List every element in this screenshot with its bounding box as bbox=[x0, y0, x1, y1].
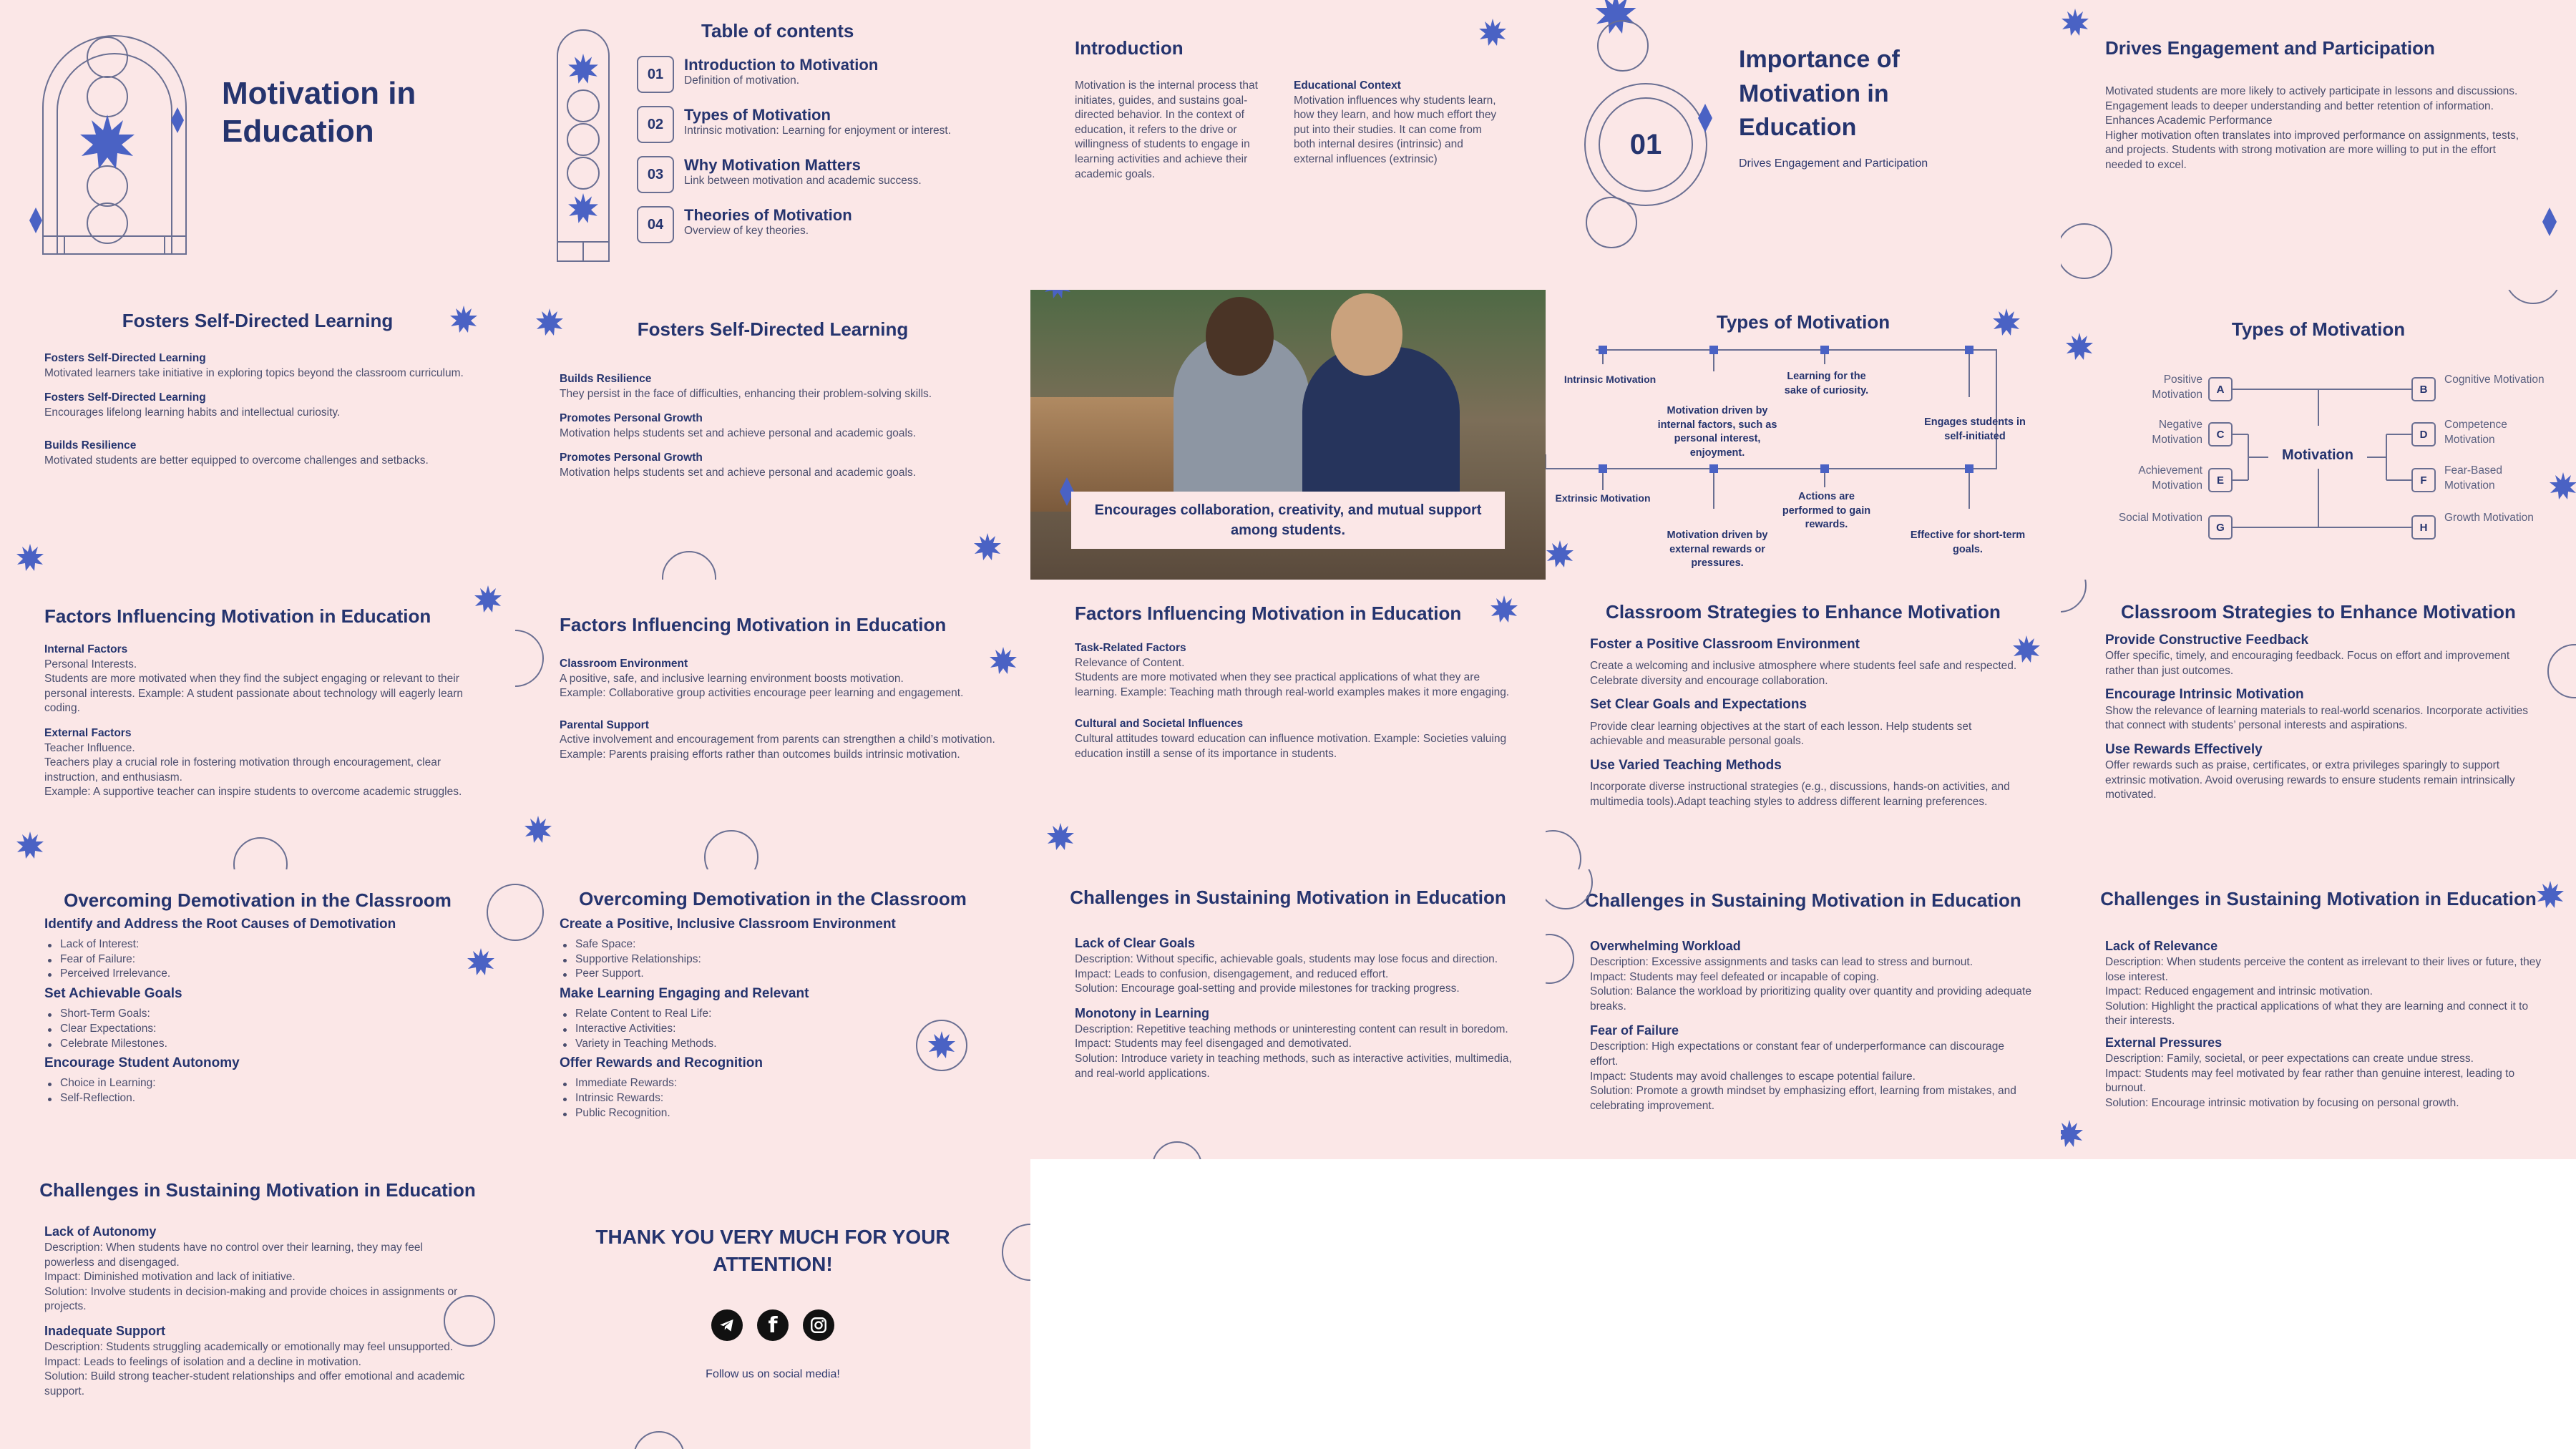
curiosity-label: Learning for the sake of curiosity. bbox=[1784, 371, 1869, 396]
star-icon bbox=[535, 308, 564, 337]
thank-you-title: THANK YOU VERY MUCH FOR YOUR ATTENTION! bbox=[595, 1226, 950, 1275]
block-text: Description: Family, societal, or peer expectations can create undue stress. bbox=[2105, 1052, 2474, 1065]
list-item: Choice in Learning: bbox=[44, 1076, 474, 1091]
text-line: Higher motivation often translates into improved performance on assignments, tests, and projects. Students with strong motivation are more willing to put in the effort needed to excel. bbox=[2105, 129, 2519, 172]
toc-item-desc: Definition of motivation. bbox=[684, 74, 800, 87]
block-heading: Use Varied Teaching Methods bbox=[1590, 757, 1782, 773]
block-heading: Fear of Failure bbox=[1590, 1023, 1679, 1038]
toc-item[interactable] bbox=[637, 56, 1023, 93]
slide-title: Overcoming Demotivation in the Classroom bbox=[579, 888, 967, 909]
block-text: Students are more motivated when they see practical applications of what they are learning. Example: Teaching math through real-world examples makes it more engaging. bbox=[1075, 671, 1510, 698]
circle-decoration bbox=[2504, 290, 2562, 304]
group-heading: Create a Positive, Inclusive Classroom Environment bbox=[560, 917, 896, 932]
slide-title: Overcoming Demotivation in the Classroom bbox=[64, 889, 452, 911]
block-text: Encourages lifelong learning habits and intellectual curiosity. bbox=[44, 406, 341, 419]
motivation-key-box: C bbox=[2208, 422, 2233, 447]
motivation-label: Cognitive Motivation bbox=[2444, 374, 2545, 386]
block-text: Description: Without specific, achievable goals, students may lose focus and direction. bbox=[1075, 952, 1498, 965]
list-item: Interactive Activities: bbox=[560, 1022, 989, 1037]
slide-title: Drives Engagement and Participation bbox=[2105, 37, 2435, 59]
circle-decoration bbox=[2061, 223, 2112, 279]
toc-item-title: Types of Motivation bbox=[684, 106, 831, 124]
block-text: Impact: Reduced engagement and intrinsic motivation. bbox=[2105, 985, 2373, 998]
motivation-key-box: E bbox=[2208, 468, 2233, 492]
engagement-text bbox=[2105, 84, 2520, 173]
block-text: Description: When students perceive the content as irrelevant to their lives or future, they lose interest. bbox=[2105, 955, 2542, 983]
list-item: Clear Expectations: bbox=[44, 1022, 474, 1037]
self-initiated-label: Engages students in self-initiated bbox=[1924, 416, 2026, 442]
group-heading: Offer Rewards and Recognition bbox=[560, 1055, 763, 1071]
bullet-list bbox=[44, 937, 474, 982]
motivation-key-box: H bbox=[2411, 515, 2436, 540]
factors-content bbox=[44, 643, 481, 800]
slide-title: Challenges in Sustaining Motivation in Education bbox=[1070, 887, 1506, 908]
content-blocks bbox=[44, 351, 474, 469]
list-item: Perceived Irrelevance. bbox=[44, 967, 474, 982]
block-text: Teachers play a crucial role in fostering motivation through encouragement, clear instruction, and enthusiasm. bbox=[44, 756, 441, 784]
challenges-content bbox=[2105, 938, 2542, 1111]
motivation-key-box: G bbox=[2208, 515, 2233, 540]
slide-types-grid bbox=[2061, 290, 2576, 580]
block-text: Impact: Leads to feelings of isolation and a decline in motivation. bbox=[44, 1355, 361, 1368]
group-heading: Identify and Address the Root Causes of Demotivation bbox=[44, 917, 396, 932]
toc-number: 03 bbox=[637, 156, 674, 193]
block-text: Example: Parents praising efforts rather than outcomes builds intrinsic motivation. bbox=[560, 748, 960, 761]
pillar-decoration bbox=[555, 29, 612, 265]
star-icon bbox=[449, 306, 478, 334]
circle-decoration bbox=[233, 837, 288, 869]
circle-decoration bbox=[1597, 20, 1649, 72]
slide-factors-1 bbox=[0, 580, 515, 869]
slide-challenges-3 bbox=[2061, 869, 2576, 1159]
intrinsic-label: Intrinsic Motivation bbox=[1563, 374, 1657, 385]
star-icon bbox=[2536, 881, 2565, 909]
list-item: Self-Reflection. bbox=[44, 1091, 474, 1106]
toc-item-title: Introduction to Motivation bbox=[684, 56, 879, 74]
photo-caption: Encourages collaboration, creativity, and mutual support among students. bbox=[1071, 492, 1505, 549]
slide-photo bbox=[1030, 290, 1546, 580]
toc-item-title: Theories of Motivation bbox=[684, 206, 852, 224]
block-text: Students are more motivated when they find the subject engaging or relevant to their personal interests. Example: A student passionate about technology will eagerly learn coding. bbox=[44, 673, 464, 715]
slide-title: Fosters Self-Directed Learning bbox=[637, 318, 909, 340]
block-heading: External Pressures bbox=[2105, 1035, 2223, 1050]
slide-title bbox=[0, 0, 515, 290]
block-text: Active involvement and encouragement from parents can strengthen a child’s motivation. bbox=[560, 733, 995, 746]
intro-text: Motivation is the internal process that initiates, guides, and sustains goal-directed behavior. In the context of education, it refers to the drive or willingness of students to engage in learning activities and achieve their academic goals. bbox=[1075, 79, 1258, 180]
list-item: Supportive Relationships: bbox=[560, 952, 989, 967]
diamond-icon bbox=[1696, 104, 1714, 132]
block-text: Show the relevance of learning materials to real-world scenarios. Incorporate activities that connect with students’ personal interests and aspirations. bbox=[2105, 704, 2529, 732]
educational-context-text: Motivation influences why students learn, how they learn, and how much effort they put into their studies. It can come from both internal desires (intrinsic) and external influences (extrinsic) bbox=[1294, 94, 1497, 166]
group-heading: Set Achievable Goals bbox=[44, 986, 182, 1002]
block-text: Example: A supportive teacher can inspire students to overcome academic struggles. bbox=[44, 786, 462, 799]
motivation-label: Competence Motivation bbox=[2444, 419, 2507, 446]
circle-decoration bbox=[515, 630, 544, 687]
block-text: Solution: Introduce variety in teaching methods, such as interactive activities, multimedia, and real-world applications. bbox=[1075, 1052, 1512, 1080]
block-text: Teacher Influence. bbox=[44, 741, 135, 754]
block-heading: Lack of Autonomy bbox=[44, 1224, 157, 1239]
slide-challenges-4 bbox=[0, 1159, 515, 1449]
slide-importance bbox=[1546, 0, 2061, 290]
intrinsic-desc: Motivation driven by internal factors, such as personal interest, enjoyment. bbox=[1657, 405, 1777, 459]
educational-context-title: Educational Context bbox=[1294, 79, 1401, 92]
block-heading: Cultural and Societal Influences bbox=[1075, 718, 1244, 731]
slide-title: Challenges in Sustaining Motivation in Education bbox=[39, 1179, 476, 1201]
block-text: Example: Collaborative group activities encourage peer learning and engagement. bbox=[560, 687, 964, 700]
demotivation-content bbox=[560, 915, 989, 1121]
rewards-label: Actions are performed to gain rewards. bbox=[1782, 491, 1871, 531]
circle-decoration bbox=[1546, 830, 1581, 869]
star-icon bbox=[16, 831, 44, 860]
slide-title: Fosters Self-Directed Learning bbox=[122, 310, 394, 331]
block-text: Motivated students are better equipped to overcome challenges and setbacks. bbox=[44, 454, 429, 467]
toc-title: Table of contents bbox=[701, 20, 854, 42]
block-heading: Internal Factors bbox=[44, 643, 128, 655]
list-item: Fear of Failure: bbox=[44, 952, 474, 967]
motivation-label: Negative Motivation bbox=[2152, 419, 2202, 446]
motivation-label: Fear-Based Motivation bbox=[2444, 464, 2502, 492]
circle-decoration bbox=[1586, 197, 1637, 248]
factors-content bbox=[1075, 641, 1518, 761]
block-text: Personal Interests. bbox=[44, 658, 137, 670]
slide-title: Factors Influencing Motivation in Education bbox=[560, 614, 947, 635]
list-item: Safe Space: bbox=[560, 937, 989, 952]
toc-item[interactable] bbox=[637, 206, 1023, 243]
star-icon bbox=[1043, 290, 1072, 300]
star-icon bbox=[973, 533, 1002, 562]
group-heading: Make Learning Engaging and Relevant bbox=[560, 986, 809, 1002]
slide-strategies-1 bbox=[1546, 580, 2061, 869]
extrinsic-label: Extrinsic Motivation bbox=[1555, 492, 1651, 504]
telegram-icon[interactable] bbox=[711, 1309, 743, 1341]
instagram-icon[interactable] bbox=[803, 1309, 834, 1341]
block-heading: Encourage Intrinsic Motivation bbox=[2105, 687, 2304, 703]
star-icon bbox=[2549, 472, 2576, 501]
block-text: Provide clear learning objectives at the start of each lesson. Help students set achievable and measurable personal goals. bbox=[1590, 720, 1972, 748]
content-blocks bbox=[560, 372, 1003, 481]
star-icon bbox=[1478, 19, 1507, 47]
star-icon bbox=[1546, 540, 1574, 569]
slide-introduction bbox=[1030, 0, 1546, 290]
circle-decoration bbox=[1152, 1141, 1202, 1159]
block-heading: Task-Related Factors bbox=[1075, 642, 1186, 654]
block-heading: Inadequate Support bbox=[44, 1323, 166, 1338]
slide-title: Classroom Strategies to Enhance Motivation bbox=[2121, 601, 2516, 623]
circle-decoration bbox=[704, 830, 758, 869]
text-line: Enhances Academic Performance bbox=[2105, 114, 2273, 127]
block-text: Relevance of Content. bbox=[1075, 656, 1185, 669]
block-text: Impact: Students may feel defeated or incapable of coping. bbox=[1590, 970, 1880, 983]
block-heading: Classroom Environment bbox=[560, 658, 688, 670]
star-icon bbox=[524, 816, 552, 844]
block-heading: Promotes Personal Growth bbox=[560, 452, 703, 464]
block-heading: Overwhelming Workload bbox=[1590, 939, 1741, 953]
list-item: Intrinsic Rewards: bbox=[560, 1091, 989, 1106]
block-heading: Lack of Clear Goals bbox=[1075, 936, 1196, 950]
block-heading: Use Rewards Effectively bbox=[2105, 741, 2263, 757]
diamond-icon bbox=[27, 208, 44, 233]
star-icon bbox=[1992, 308, 2021, 337]
block-text: Solution: Build strong teacher-student relationships and offer emotional and academic support. bbox=[44, 1370, 465, 1397]
list-item: Variety in Teaching Methods. bbox=[560, 1037, 989, 1052]
block-heading: Parental Support bbox=[560, 718, 649, 731]
star-icon bbox=[2065, 333, 2094, 361]
toc-item-desc: Link between motivation and academic success. bbox=[684, 175, 922, 187]
star-icon bbox=[1046, 823, 1075, 852]
toc-number: 04 bbox=[637, 206, 674, 243]
bullet-list bbox=[560, 937, 989, 982]
block-text: Solution: Encourage intrinsic motivation by focusing on personal growth. bbox=[2105, 1096, 2459, 1109]
block-heading: Promotes Personal Growth bbox=[560, 412, 703, 425]
slide-factors-3 bbox=[1030, 580, 1546, 869]
circle-decoration bbox=[2547, 644, 2576, 698]
star-icon bbox=[2061, 9, 2089, 37]
toc-item-title: Why Motivation Matters bbox=[684, 156, 861, 174]
list-item: Peer Support. bbox=[560, 967, 989, 982]
slide-self-directed-2 bbox=[515, 290, 1030, 580]
block-heading: Fosters Self-Directed Learning bbox=[44, 352, 206, 364]
block-text: Solution: Promote a growth mindset by emphasizing effort, learning from mistakes, and celebrating improvement. bbox=[1590, 1085, 2016, 1112]
block-heading: Monotony in Learning bbox=[1075, 1005, 1209, 1020]
block-text: Motivated learners take initiative in exploring topics beyond the classroom curriculum. bbox=[44, 366, 464, 379]
block-text: Description: Repetitive teaching methods or uninteresting content can result in boredom. bbox=[1075, 1023, 1508, 1035]
block-text: Incorporate diverse instructional strategies (e.g., discussions, hands-on activities, and multimedia tools).Adapt teaching styles to address different learning preferences. bbox=[1590, 781, 2010, 808]
toc-item-desc: Overview of key theories. bbox=[684, 225, 809, 237]
diamond-icon bbox=[169, 107, 186, 133]
block-text: Description: Excessive assignments and tasks can lead to stress and burnout. bbox=[1590, 955, 1974, 968]
motivation-key-box: F bbox=[2411, 468, 2436, 492]
group-heading: Encourage Student Autonomy bbox=[44, 1055, 240, 1071]
bullet-list bbox=[44, 1007, 474, 1051]
slide-title: Types of Motivation bbox=[2231, 318, 2406, 340]
factors-content bbox=[560, 657, 1003, 763]
block-heading: External Factors bbox=[44, 727, 132, 740]
slide-demotivation-2 bbox=[515, 869, 1030, 1159]
slide-table-of-contents bbox=[515, 0, 1030, 290]
slide-engagement bbox=[2061, 0, 2576, 290]
slide-types-diagram bbox=[1546, 290, 2061, 580]
list-item: Relate Content to Real Life: bbox=[560, 1007, 989, 1022]
motivation-key-box: D bbox=[2411, 422, 2436, 447]
challenges-content bbox=[1075, 935, 1518, 1081]
list-item: Public Recognition. bbox=[560, 1106, 989, 1121]
short-term-label: Effective for short-term goals. bbox=[1910, 530, 2026, 555]
strategies-content bbox=[1590, 635, 2019, 809]
section-title: Importance of Motivation in Education bbox=[1739, 46, 1900, 142]
star-icon bbox=[474, 585, 502, 614]
block-text: Impact: Students may feel motivated by fear rather than genuine interest, leading to burnout. bbox=[2105, 1067, 2515, 1095]
toc-number: 01 bbox=[637, 56, 674, 93]
bullet-list bbox=[560, 1076, 989, 1121]
diamond-icon bbox=[2540, 208, 2559, 236]
slide-title: Types of Motivation bbox=[1716, 311, 1890, 333]
block-heading: Provide Constructive Feedback bbox=[2105, 633, 2309, 648]
block-heading: Set Clear Goals and Expectations bbox=[1590, 697, 1807, 713]
block-text: Impact: Diminished motivation and lack of initiative. bbox=[44, 1271, 296, 1284]
motivation-key-box: A bbox=[2208, 377, 2233, 401]
slide-strategies-2 bbox=[2061, 580, 2576, 869]
slide-self-directed-1 bbox=[0, 290, 515, 580]
block-text: Solution: Encourage goal-setting and provide milestones for tracking progress. bbox=[1075, 982, 1460, 995]
demotivation-content bbox=[44, 915, 474, 1106]
slide-title: Challenges in Sustaining Motivation in Education bbox=[1585, 889, 2021, 911]
slide-challenges-2 bbox=[1546, 869, 2061, 1159]
block-heading: Builds Resilience bbox=[560, 373, 652, 385]
block-text: Create a welcoming and inclusive atmosphere where students feel safe and respected. Celebrate diversity and encourage collaboration. bbox=[1590, 660, 2017, 687]
slide-factors-2 bbox=[515, 580, 1030, 869]
circle-decoration bbox=[633, 1431, 685, 1449]
social-icons bbox=[515, 1309, 1030, 1341]
strategies-content bbox=[2105, 631, 2534, 803]
block-text: Impact: Students may avoid challenges to escape potential failure. bbox=[1590, 1070, 1916, 1083]
block-text: Solution: Involve students in decision-making and provide choices in assignments or projects. bbox=[44, 1285, 458, 1313]
challenges-content bbox=[44, 1224, 474, 1399]
block-text: Impact: Leads to confusion, disengagement, and reduced effort. bbox=[1075, 967, 1389, 980]
section-number: 01 bbox=[1629, 128, 1662, 160]
circle-decoration bbox=[1002, 1224, 1030, 1281]
block-heading: Foster a Positive Classroom Environment bbox=[1590, 637, 1860, 652]
text-line: Motivated students are more likely to actively participate in lessons and discussions. bbox=[2105, 85, 2518, 97]
block-text: They persist in the face of difficulties, enhancing their problem-solving skills. bbox=[560, 387, 932, 400]
follow-text: Follow us on social media! bbox=[706, 1368, 840, 1380]
block-text: Description: When students have no control over their learning, they may feel powerless and disengaged. bbox=[44, 1241, 423, 1269]
bullet-list bbox=[44, 1076, 474, 1106]
list-item: Celebrate Milestones. bbox=[44, 1037, 474, 1052]
block-text: A positive, safe, and inclusive learning environment boosts motivation. bbox=[560, 672, 904, 685]
slide-challenges-1 bbox=[1030, 869, 1546, 1159]
student-left-head bbox=[1206, 297, 1274, 376]
text-line: Engagement leads to deeper understanding and better retention of information. bbox=[2105, 99, 2494, 112]
circle-decoration bbox=[1546, 934, 1574, 984]
block-text: Description: High expectations or constant fear of underperformance can discourage effort. bbox=[1590, 1040, 2004, 1068]
block-heading: Fosters Self-Directed Learning bbox=[44, 391, 206, 404]
slide-thank-you bbox=[515, 1159, 1030, 1449]
block-text: Motivation helps students set and achieve personal and academic goals. bbox=[560, 467, 917, 479]
toc-list bbox=[637, 56, 1023, 243]
section-number-ring bbox=[1599, 97, 1693, 192]
motivation-label: Achievement Motivation bbox=[2138, 464, 2202, 492]
bullet-list bbox=[560, 1007, 989, 1051]
educational-context bbox=[1294, 79, 1501, 167]
block-text: Impact: Students may feel disengaged and demotivated. bbox=[1075, 1038, 1352, 1050]
section-subtitle: Drives Engagement and Participation bbox=[1739, 157, 1928, 170]
block-text: Motivation helps students set and achieve personal and academic goals. bbox=[560, 426, 917, 439]
motivation-key-box: B bbox=[2411, 377, 2436, 401]
page-title: Motivation in Education bbox=[222, 76, 416, 149]
slide-title: Challenges in Sustaining Motivation in Education bbox=[2100, 888, 2537, 909]
block-text: Offer specific, timely, and encouraging feedback. Focus on effort and improvement rather than just outcomes. bbox=[2105, 650, 2510, 677]
star-icon bbox=[1490, 595, 1518, 624]
student-right-head bbox=[1331, 293, 1402, 376]
star-icon bbox=[2061, 1120, 2084, 1148]
block-text: Offer rewards such as praise, certificates, or extra privileges sparingly to support extrinsic motivation. Avoid overusing rewards to ensure students remain intrinsically motivated. bbox=[2105, 759, 2515, 801]
toc-item[interactable] bbox=[637, 106, 1023, 143]
list-item: Immediate Rewards: bbox=[560, 1076, 989, 1091]
slide-title: Factors Influencing Motivation in Education bbox=[44, 605, 431, 627]
star-icon bbox=[16, 544, 44, 572]
circle-decoration bbox=[662, 551, 716, 580]
facebook-icon[interactable]: f bbox=[757, 1309, 789, 1341]
motivation-label: Positive Motivation bbox=[2152, 374, 2202, 401]
toc-item[interactable] bbox=[637, 156, 1023, 193]
slide-demotivation-1 bbox=[0, 869, 515, 1159]
motivation-center: Motivation bbox=[2282, 447, 2353, 463]
slide-title: Factors Influencing Motivation in Education bbox=[1075, 602, 1462, 624]
block-heading: Builds Resilience bbox=[44, 439, 137, 452]
list-item: Lack of Interest: bbox=[44, 937, 474, 952]
arch-decoration bbox=[36, 29, 193, 265]
slide-title: Introduction bbox=[1075, 37, 1184, 59]
extrinsic-desc: Motivation driven by external rewards or pressures. bbox=[1667, 530, 1768, 570]
slide-title: Classroom Strategies to Enhance Motivation bbox=[1606, 601, 2001, 623]
block-text: Description: Students struggling academically or emotionally may feel unsupported. bbox=[44, 1340, 454, 1353]
toc-item-desc: Intrinsic motivation: Learning for enjoyment or interest. bbox=[684, 125, 952, 137]
block-text: Cultural attitudes toward education can influence motivation. Example: Societies valuing education instill a sense of its importance in students. bbox=[1075, 733, 1507, 760]
motivation-label: Growth Motivation bbox=[2444, 512, 2534, 524]
motivation-label: Social Motivation bbox=[2118, 512, 2202, 524]
block-heading: Lack of Relevance bbox=[2105, 939, 2218, 953]
list-item: Short-Term Goals: bbox=[44, 1007, 474, 1022]
challenges-content bbox=[1590, 938, 2034, 1113]
block-text: Solution: Balance the workload by prioritizing quality over quantity and providing adequate breaks. bbox=[1590, 985, 2031, 1013]
block-text: Solution: Highlight the practical applications of what they are learning and connect it to their interests. bbox=[2105, 1000, 2529, 1028]
toc-number: 02 bbox=[637, 106, 674, 143]
